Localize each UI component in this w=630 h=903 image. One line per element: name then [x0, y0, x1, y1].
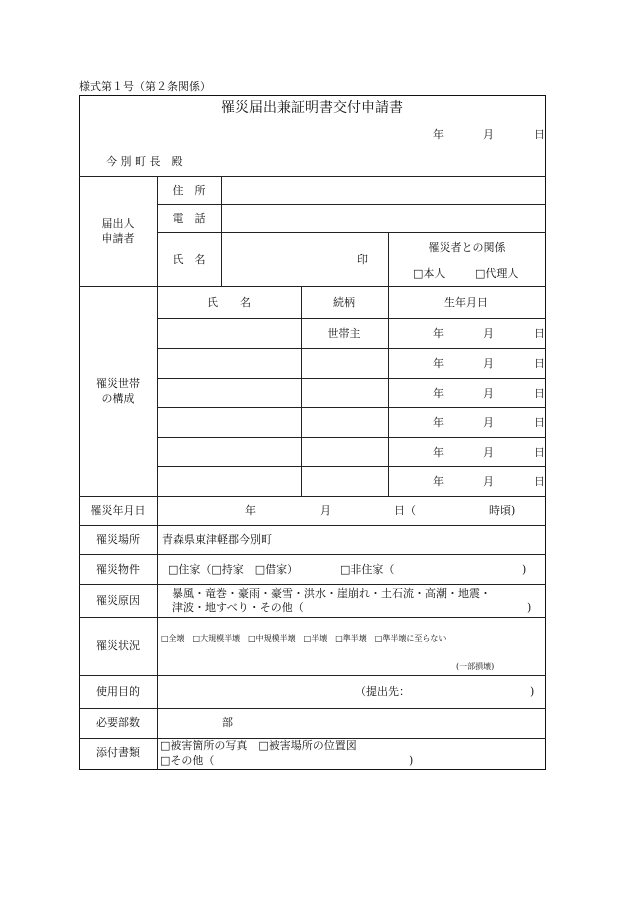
attachments-close: ) [409, 754, 414, 767]
attachments-label: 添付書類 [96, 746, 140, 759]
relation-agent-checkbox[interactable]: □代理人 [475, 267, 519, 280]
border-left [79, 95, 80, 770]
row-line [79, 675, 546, 676]
household-birth-month: 月 [483, 475, 494, 488]
row-line [157, 378, 546, 379]
border-bottom [79, 769, 546, 770]
addressee: 今 別 町 長 殿 [106, 155, 183, 168]
household-birth-month: 月 [483, 357, 494, 370]
col-name-header: 氏 名 [207, 296, 251, 309]
disaster-status-label: 罹災状況 [96, 639, 140, 652]
disaster-date-year: 年 [245, 504, 256, 517]
household-birth-month: 月 [483, 327, 494, 340]
col-relation-header: 続柄 [333, 296, 355, 309]
status-options[interactable]: □全壊 □大規模半壊 □中規模半壊 □半壊 □準半壊 □準半壊に至らない [161, 634, 447, 643]
relation-self-checkbox[interactable]: □本人 [413, 267, 446, 280]
disaster-date-label: 罹災年月日 [90, 504, 146, 517]
col-line [388, 232, 389, 286]
row-line [157, 348, 546, 349]
purpose-close: ) [530, 685, 535, 698]
col-line [388, 286, 389, 496]
household-birth-year: 年 [433, 416, 444, 429]
row-line [79, 554, 546, 555]
row-line [79, 708, 546, 709]
row-line [157, 466, 546, 467]
household-birth-day: 日 [534, 357, 545, 370]
copies-unit: 部 [222, 716, 233, 729]
disaster-date-time: 時頃) [489, 504, 516, 517]
household-birth-month: 月 [483, 416, 494, 429]
household-birth-day: 日 [534, 387, 545, 400]
household-birth-year: 年 [433, 475, 444, 488]
col-line [301, 286, 302, 496]
applicant-label-2: 申請者 [101, 232, 135, 245]
household-birth-year: 年 [433, 327, 444, 340]
row-line [79, 496, 546, 497]
row-line [79, 525, 546, 526]
date-year: 年 [433, 128, 444, 141]
household-birth-year: 年 [433, 387, 444, 400]
household-head: 世帯主 [327, 327, 361, 340]
cause-line-2: 津波・地すべり・その他（ [172, 601, 304, 614]
household-birth-day: 日 [534, 446, 545, 459]
attachments-line-2[interactable]: □その他（ [160, 754, 215, 767]
col-birth-header: 生年月日 [444, 296, 488, 309]
form-title: 罹災届出兼証明書交付申請書 [221, 100, 403, 116]
copies-label: 必要部数 [96, 716, 140, 729]
disaster-cause-label: 罹災原因 [96, 594, 140, 607]
household-birth-month: 月 [483, 446, 494, 459]
row-line [157, 318, 546, 319]
property-nonhouse-checkbox[interactable]: □非住家（ [340, 563, 395, 576]
seal-mark: 印 [357, 253, 368, 266]
disaster-date-day: 日（ [394, 504, 416, 517]
row-line [157, 407, 546, 408]
household-birth-day: 日 [534, 416, 545, 429]
col-line [157, 176, 158, 770]
date-month: 月 [483, 128, 494, 141]
property-house-checkbox[interactable]: □住家（□持家 □借家） [168, 563, 299, 576]
household-label-2: の構成 [101, 392, 135, 405]
cause-close: ) [527, 601, 532, 614]
row-line [157, 437, 546, 438]
disaster-date-month: 月 [320, 504, 331, 517]
row-line [79, 617, 546, 618]
purpose-submit-to: （提出先： [355, 685, 410, 698]
household-label-1: 罹災世帯 [96, 377, 140, 390]
phone-field[interactable] [222, 205, 545, 232]
address-label: 住 所 [172, 184, 206, 197]
relation-label: 罹災者との関係 [428, 241, 506, 254]
disaster-place-label: 罹災場所 [96, 533, 140, 546]
property-close: ) [522, 563, 527, 576]
applicant-label-1: 届出人 [101, 217, 135, 230]
date-day: 日 [534, 128, 545, 141]
household-birth-year: 年 [433, 357, 444, 370]
attachments-line-1[interactable]: □被害箇所の写真 □被害場所の位置図 [160, 739, 357, 752]
phone-label: 電 話 [172, 212, 206, 225]
status-partial-note: (一部損壊) [456, 662, 495, 671]
name-label: 氏 名 [172, 253, 206, 266]
form-number: 様式第１号（第２条関係） [79, 80, 211, 93]
cause-line-1: 暴風・竜巻・豪雨・豪雪・洪水・崖崩れ・土石流・高潮・地震・ [172, 587, 491, 600]
household-birth-day: 日 [534, 475, 545, 488]
row-line [79, 286, 546, 287]
disaster-property-label: 罹災物件 [96, 563, 140, 576]
purpose-label: 使用目的 [96, 685, 140, 698]
border-right [545, 95, 546, 770]
row-line [79, 584, 546, 585]
border-top [79, 95, 546, 96]
disaster-place-value: 青森県東津軽郡今別町 [162, 533, 272, 546]
household-birth-month: 月 [483, 387, 494, 400]
household-birth-year: 年 [433, 446, 444, 459]
address-field[interactable] [222, 177, 545, 204]
household-birth-day: 日 [534, 327, 545, 340]
